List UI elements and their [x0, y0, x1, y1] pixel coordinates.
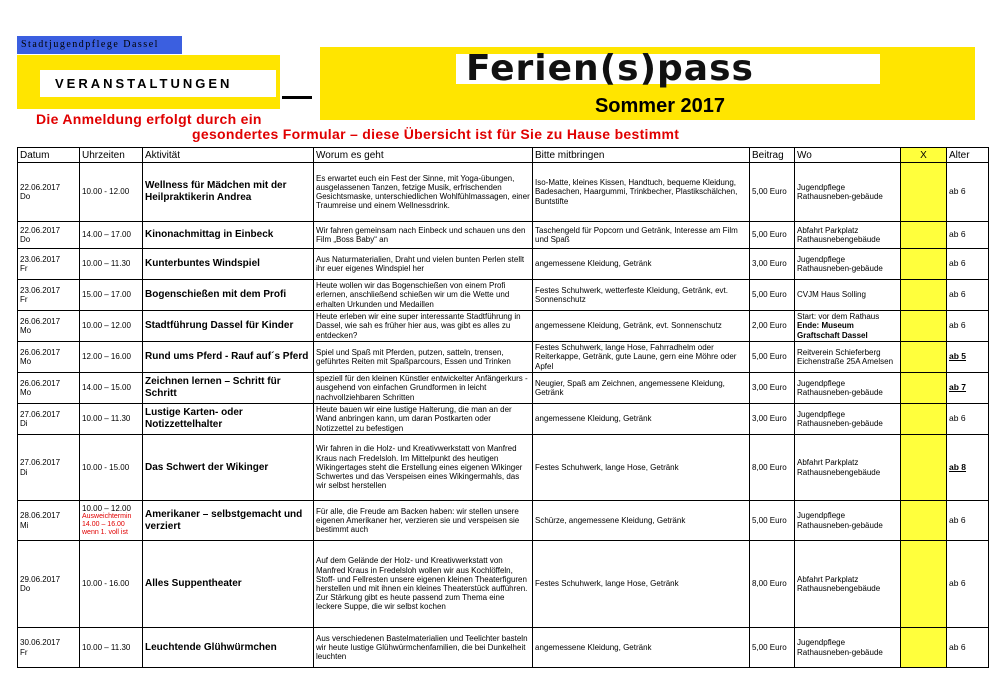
cell-wo	[795, 501, 901, 541]
cell-uhrzeit	[80, 222, 143, 249]
table-row	[18, 342, 989, 373]
cell-worum	[314, 541, 533, 628]
cell-wo	[795, 163, 901, 222]
activity-title: Rund ums Pferd - Rauf auf´s Pferd	[145, 351, 309, 362]
cell-aktivitaet	[143, 342, 314, 373]
cell-beitrag	[750, 435, 795, 501]
cell-mitbringen	[533, 342, 750, 373]
event-time: 12.00 – 16.00	[82, 352, 131, 362]
bring-along-list: angemessene Kleidung, Getränk	[535, 642, 652, 652]
table-row	[18, 311, 989, 342]
event-weekday: Fr	[20, 647, 28, 657]
location: Abfahrt Parkplatz Rathausnebengebäude	[797, 225, 881, 244]
activity-title: Bogenschießen mit dem Profi	[145, 289, 287, 300]
event-weekday: Fr	[20, 295, 28, 304]
registration-checkbox[interactable]	[901, 280, 947, 311]
activity-description: Spiel und Spaß mit Pferden, putzen, satteln, trensen, geführtes Reiten mit Spaßparcours, Essen und Trinken	[316, 347, 511, 366]
cell-worum	[314, 222, 533, 249]
location: Jugendpflege Rathausneben-gebäude	[797, 254, 883, 273]
cell-alter	[947, 249, 989, 280]
fee: 5,00 Euro	[752, 187, 787, 197]
fee: 5,00 Euro	[752, 642, 787, 652]
activity-description: Aus verschiedenen Bastelmaterialien und Teelichter basteln wir heute lustige Glühwürmchenfamilien, die bei Dunkelheit leuchten	[316, 633, 528, 662]
cell-datum	[18, 373, 80, 404]
cell-wo	[795, 541, 901, 628]
cell-uhrzeit	[80, 342, 143, 373]
event-weekday: Fr	[20, 264, 28, 273]
fee: 2,00 Euro	[752, 321, 787, 331]
cell-worum	[314, 163, 533, 222]
event-date: 22.06.2017	[20, 182, 61, 192]
cell-wo	[795, 373, 901, 404]
cell-datum	[18, 280, 80, 311]
event-date: 27.06.2017	[20, 409, 61, 419]
activity-title: Kinonachmittag in Einbeck	[145, 229, 274, 240]
activity-title: Leuchtende Glühwürmchen	[145, 641, 277, 653]
event-weekday: Di	[20, 467, 28, 477]
fee: 5,00 Euro	[752, 515, 787, 525]
col-datum: Datum	[18, 148, 80, 163]
cell-wo	[795, 280, 901, 311]
event-weekday: Mo	[20, 357, 32, 366]
cell-alter	[947, 311, 989, 342]
cell-uhrzeit	[80, 435, 143, 501]
cell-datum	[18, 342, 80, 373]
activity-description: Es erwartet euch ein Fest der Sinne, mit Yoga-übungen, ausgelassenen Tanzen, fetzige Musik, erfrischenden Gesichtsmaske, unterschiedlichen Wohlfühlmassagen, einer Traumreise und einem Wellnessdrink.	[316, 173, 530, 211]
cell-uhrzeit	[80, 404, 143, 435]
brand-logo: Ferien(s)pass	[466, 48, 754, 89]
event-weekday: Mo	[20, 326, 32, 335]
cell-aktivitaet	[143, 541, 314, 628]
activity-description: Für alle, die Freude am Backen haben: wir stellen unsere eigenen Amerikaner her, verzieren sie und verspeisen sie bestimmt auch	[316, 506, 520, 535]
activity-description: Auf dem Gelände der Holz- und Kreativwerkstatt von Manfred Kraus in Fredelsloh wollen wir aus Kochlöffeln, Stoff- und Fellresten unsere eigenen kleinen Theaterfiguren herstellen und mit ihnen ein kleines Theaterstück aufführen. Zur Stärkung gibt es heute passend zum Thema eine leckere Suppe, die wir selbst kochen	[316, 556, 528, 612]
bring-along-list: Festes Schuhwerk, lange Hose, Getränk	[535, 579, 679, 589]
location: Start: vor dem Rathaus	[797, 312, 880, 322]
alternate-date-note: Ausweichtermin 14.00 – 16.00 wenn 1. voll ist	[82, 513, 132, 537]
cell-datum	[18, 404, 80, 435]
fee: 3,00 Euro	[752, 383, 787, 393]
location: Abfahrt Parkplatz Rathausnebengebäude	[797, 458, 881, 477]
cell-aktivitaet	[143, 249, 314, 280]
event-time: 15.00 – 17.00	[82, 290, 131, 300]
event-time: 10.00 – 11.30	[82, 642, 131, 652]
activity-description: Wir fahren in die Holz- und Kreativwerkstatt von Manfred Kraus nach Fredelsloh. Im Mittelpunkt des heutigen Wikingertages steht die Erstellung eines eigenen Wikinger Schwertes und das Verspeisen eines Wikingermahls, das wir selbst herstellen	[316, 444, 523, 491]
cell-uhrzeit	[80, 163, 143, 222]
event-weekday: Do	[20, 584, 31, 593]
cell-beitrag	[750, 163, 795, 222]
event-date: 27.06.2017	[20, 458, 61, 468]
bring-along-list: Schürze, angemessene Kleidung, Getränk	[535, 515, 686, 525]
cell-alter	[947, 373, 989, 404]
cell-datum	[18, 435, 80, 501]
registration-checkbox[interactable]	[901, 342, 947, 373]
location: Jugendpflege Rathausneben-gebäude	[797, 511, 883, 530]
min-age: ab 6	[949, 320, 966, 331]
location: Jugendpflege Rathausneben-gebäude	[797, 409, 883, 428]
bring-along-list: angemessene Kleidung, Getränk	[535, 414, 652, 424]
activity-description: speziell für den kleinen Künstler entwickelter Anfängerkurs - ausgehend von einfachen Grundformen in leicht nachvollziehbaren Schritten	[316, 374, 528, 402]
cell-aktivitaet	[143, 628, 314, 668]
event-weekday: Do	[20, 192, 31, 201]
cell-worum	[314, 373, 533, 404]
registration-checkbox[interactable]	[901, 163, 947, 222]
cell-alter	[947, 342, 989, 373]
cell-alter	[947, 435, 989, 501]
cell-datum	[18, 501, 80, 541]
fee: 8,00 Euro	[752, 579, 787, 589]
min-age: ab 6	[949, 514, 966, 525]
table-row	[18, 404, 989, 435]
cell-alter	[947, 163, 989, 222]
activity-title: Lustige Karten- oder Notizzettelhalter	[145, 407, 243, 430]
min-age: ab 6	[949, 413, 966, 424]
activity-title: Alles Suppentheater	[145, 578, 242, 589]
cell-mitbringen	[533, 628, 750, 668]
col-mitbringen: Bitte mitbringen	[533, 148, 750, 163]
event-time: 10.00 - 12.00	[82, 187, 130, 197]
bring-along-list: Taschengeld für Popcorn und Getränk, Interesse am Film und Spaß	[535, 225, 738, 244]
table-row	[18, 541, 989, 628]
cell-alter	[947, 222, 989, 249]
cell-aktivitaet	[143, 404, 314, 435]
event-time: 10.00 – 11.30	[82, 414, 131, 424]
cell-beitrag	[750, 249, 795, 280]
table-row	[18, 249, 989, 280]
activity-description: Heute wollen wir das Bogenschießen von einem Profi erlernen, anschließend schießen wir um die Wette und erhalten Urkunden und Medaillen	[316, 281, 510, 309]
program-table	[17, 147, 989, 668]
cell-mitbringen	[533, 280, 750, 311]
cell-alter	[947, 541, 989, 628]
cell-wo	[795, 435, 901, 501]
cell-mitbringen	[533, 249, 750, 280]
col-wo: Wo	[795, 148, 901, 163]
cell-worum	[314, 311, 533, 342]
cell-mitbringen	[533, 373, 750, 404]
cell-wo	[795, 342, 901, 373]
cell-beitrag	[750, 373, 795, 404]
cell-alter	[947, 628, 989, 668]
cell-aktivitaet	[143, 373, 314, 404]
fee: 3,00 Euro	[752, 414, 787, 424]
fee: 5,00 Euro	[752, 290, 787, 300]
location: Jugendpflege Rathausneben-gebäude	[797, 378, 883, 397]
cell-uhrzeit	[80, 541, 143, 628]
fee: 8,00 Euro	[752, 462, 787, 472]
table-header	[18, 148, 989, 163]
registration-checkbox[interactable]	[901, 404, 947, 435]
cell-mitbringen	[533, 541, 750, 628]
registration-checkbox[interactable]	[901, 541, 947, 628]
location-end: Ende: Museum Graftschaft Dassel	[797, 321, 868, 340]
cell-worum	[314, 501, 533, 541]
min-age: ab 8	[949, 461, 967, 472]
event-time: 10.00 – 12.00	[82, 321, 131, 331]
location: Abfahrt Parkplatz Rathausnebengebäude	[797, 574, 881, 593]
registration-checkbox[interactable]	[901, 373, 947, 404]
location: Reitverein Schieferberg Eichenstraße 25A Amelsen	[797, 347, 894, 366]
min-age: ab 6	[949, 229, 966, 240]
location: CVJM Haus Solling	[797, 290, 866, 300]
cell-wo	[795, 222, 901, 249]
cell-aktivitaet	[143, 311, 314, 342]
location: Jugendpflege Rathausneben-gebäude	[797, 182, 883, 201]
cell-worum	[314, 280, 533, 311]
activity-description: Heute bauen wir eine lustige Halterung, die man an der Wand anbringen kann, um daran Postkarten oder Notizzettel zu befestigen	[316, 405, 512, 433]
activity-title: Kunterbuntes Windspiel	[145, 258, 260, 269]
bring-along-list: Festes Schuhwerk, wetterfeste Kleidung, Getränk, evt. Sonnenschutz	[535, 285, 728, 304]
cell-aktivitaet	[143, 501, 314, 541]
cell-mitbringen	[533, 222, 750, 249]
activity-title: Zeichnen lernen – Schritt für Schritt	[145, 376, 281, 399]
cell-beitrag	[750, 342, 795, 373]
event-date: 22.06.2017	[20, 225, 61, 235]
activity-description: Heute erleben wir eine super interessante Stadtführung in Dassel, wie sah es früher hier aus, was gibt es alles zu entdecken?	[316, 312, 521, 340]
event-date: 23.06.2017	[20, 254, 61, 264]
cell-mitbringen	[533, 435, 750, 501]
bring-along-list: angemessene Kleidung, Getränk, evt. Sonnenschutz	[535, 321, 722, 331]
cell-datum	[18, 222, 80, 249]
activity-title: Amerikaner – selbstgemacht und verziert	[145, 508, 303, 532]
event-time: 14.00 – 15.00	[82, 383, 131, 393]
event-time: 10.00 – 12.00	[82, 503, 131, 513]
bring-along-list: Festes Schuhwerk, lange Hose, Getränk	[535, 462, 679, 472]
org-label: Stadtjugendpflege Dassel	[17, 36, 182, 54]
cell-uhrzeit	[80, 373, 143, 404]
table-row	[18, 163, 989, 222]
bring-along-list: angemessene Kleidung, Getränk	[535, 259, 652, 269]
cell-wo	[795, 311, 901, 342]
cell-beitrag	[750, 222, 795, 249]
col-beitrag: Beitrag	[750, 148, 795, 163]
bring-along-list: Festes Schuhwerk, lange Hose, Fahrradhelm oder Reiterkappe, Getränk, gute Laune, gern eine Möhre oder Apfel	[535, 343, 737, 371]
event-date: 26.06.2017	[20, 378, 61, 388]
registration-checkbox[interactable]	[901, 628, 947, 668]
min-age: ab 6	[949, 289, 966, 300]
registration-checkbox[interactable]	[901, 501, 947, 541]
min-age: ab 6	[949, 258, 966, 269]
cell-mitbringen	[533, 163, 750, 222]
cell-mitbringen	[533, 311, 750, 342]
cell-uhrzeit	[80, 628, 143, 668]
event-date: 29.06.2017	[20, 574, 61, 584]
cell-datum	[18, 311, 80, 342]
cell-uhrzeit	[80, 280, 143, 311]
event-time: 10.00 – 11.30	[82, 259, 131, 269]
cell-uhrzeit	[80, 311, 143, 342]
cell-datum	[18, 249, 80, 280]
cell-worum	[314, 435, 533, 501]
event-weekday: Di	[20, 419, 28, 428]
registration-checkbox[interactable]	[901, 249, 947, 280]
registration-checkbox[interactable]	[901, 311, 947, 342]
activity-title: Stadtführung Dassel für Kinder	[145, 320, 294, 331]
fee: 5,00 Euro	[752, 230, 787, 240]
event-weekday: Mo	[20, 388, 32, 397]
min-age: ab 6	[949, 641, 966, 652]
event-date: 26.06.2017	[20, 316, 61, 326]
bring-along-list: Neugier, Spaß am Zeichnen, angemessene Kleidung, Getränk	[535, 378, 725, 397]
cell-beitrag	[750, 404, 795, 435]
cell-alter	[947, 404, 989, 435]
activity-title: Das Schwert der Wikinger	[145, 461, 269, 473]
activity-title: Wellness für Mädchen mit der Heilpraktikerin Andrea	[145, 180, 287, 203]
registration-checkbox[interactable]	[901, 435, 947, 501]
season-title: Sommer 2017	[594, 95, 726, 117]
activity-description: Wir fahren gemeinsam nach Einbeck und schauen uns den Film „Boss Baby“ an	[316, 225, 526, 244]
table-row	[18, 435, 989, 501]
col-uhrzeiten: Uhrzeiten	[80, 148, 143, 163]
cell-uhrzeit	[80, 249, 143, 280]
cell-beitrag	[750, 311, 795, 342]
cell-alter	[947, 501, 989, 541]
event-date: 23.06.2017	[20, 285, 61, 295]
cell-beitrag	[750, 280, 795, 311]
fee: 5,00 Euro	[752, 352, 787, 362]
event-weekday: Do	[20, 235, 31, 244]
cell-datum	[18, 163, 80, 222]
cell-wo	[795, 404, 901, 435]
cell-worum	[314, 404, 533, 435]
cell-beitrag	[750, 501, 795, 541]
event-date: 26.06.2017	[20, 347, 61, 357]
cell-aktivitaet	[143, 222, 314, 249]
section-title: VERANSTALTUNGEN	[40, 70, 276, 97]
cell-uhrzeit	[80, 501, 143, 541]
cell-datum	[18, 541, 80, 628]
min-age: ab 6	[949, 186, 966, 197]
event-date: 30.06.2017	[20, 638, 61, 648]
table-row	[18, 501, 989, 541]
event-weekday: Mi	[20, 520, 29, 530]
cell-datum	[18, 628, 80, 668]
min-age: ab 6	[949, 578, 966, 589]
event-time: 10.00 - 15.00	[82, 462, 130, 472]
cell-worum	[314, 249, 533, 280]
cell-worum	[314, 628, 533, 668]
notice-line-2: gesondertes Formular – diese Übersicht ist für Sie zu Hause bestimmt	[192, 126, 680, 142]
cell-mitbringen	[533, 404, 750, 435]
event-time: 10.00 - 16.00	[82, 579, 130, 589]
cell-wo	[795, 249, 901, 280]
table-row	[18, 628, 989, 668]
fee: 3,00 Euro	[752, 259, 787, 269]
min-age: ab 7	[949, 382, 967, 393]
divider	[282, 96, 312, 99]
activity-description: Aus Naturmaterialien, Draht und vielen bunten Perlen stellt ihr euer eigenes Windspiel her	[316, 254, 525, 273]
event-time: 14.00 – 17.00	[82, 230, 131, 240]
cell-wo	[795, 628, 901, 668]
cell-worum	[314, 342, 533, 373]
col-alter: Alter	[947, 148, 989, 163]
notice-line-1: Die Anmeldung erfolgt durch ein	[36, 111, 262, 127]
col-worum: Worum es geht	[314, 148, 533, 163]
table-row	[18, 280, 989, 311]
col-x: X	[901, 148, 947, 163]
cell-aktivitaet	[143, 280, 314, 311]
registration-checkbox[interactable]	[901, 222, 947, 249]
table-row	[18, 222, 989, 249]
location: Jugendpflege Rathausneben-gebäude	[797, 638, 883, 657]
col-aktivitaet: Aktivität	[143, 148, 314, 163]
table-row	[18, 373, 989, 404]
cell-beitrag	[750, 628, 795, 668]
cell-alter	[947, 280, 989, 311]
cell-aktivitaet	[143, 435, 314, 501]
cell-aktivitaet	[143, 163, 314, 222]
min-age: ab 5	[949, 351, 967, 362]
bring-along-list: Iso-Matte, kleines Kissen, Handtuch, bequeme Kleidung, Badesachen, Haargummi, Trinkbecher, Plastikschälchen, Buntstifte	[535, 178, 738, 206]
event-date: 28.06.2017	[20, 511, 61, 521]
cell-mitbringen	[533, 501, 750, 541]
cell-beitrag	[750, 541, 795, 628]
